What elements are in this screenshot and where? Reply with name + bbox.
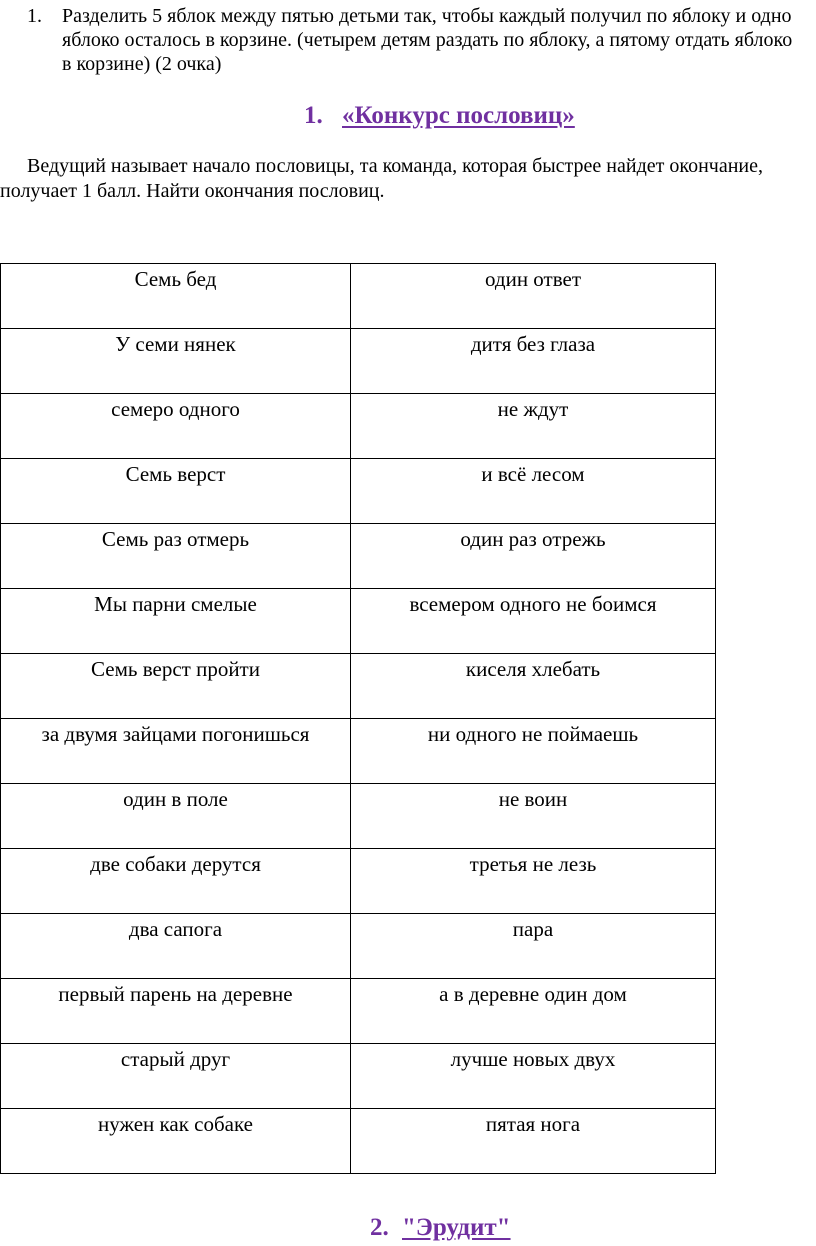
proverb-start-cell: Мы парни смелые (1, 589, 351, 654)
table-row (1, 1044, 716, 1109)
task-text: Разделить 5 яблок между пятью детьми так, чтобы каждый получил по яблоку и одно яблоко осталось в корзине. (четырем детям раздать по яблоку, а пятому отдать яблоко в корзине) (2 очка) (62, 5, 793, 75)
table-row (1, 654, 716, 719)
proverb-start-cell: два сапога (1, 914, 351, 979)
proverb-start-cell: один в поле (1, 784, 351, 849)
proverb-start-cell: первый парень на деревне (1, 979, 351, 1044)
proverb-end-cell: всемером одного не боимся (351, 589, 716, 654)
proverb-start-cell: Семь раз отмерь (1, 524, 351, 589)
table-row (1, 849, 716, 914)
section-number: 1. (304, 102, 323, 129)
section-heading-proverbs (304, 101, 575, 131)
section-number: 2. (370, 1214, 389, 1241)
table-row (1, 459, 716, 524)
proverbs-table (0, 263, 716, 1174)
section-title: "Эрудит" (402, 1214, 511, 1241)
proverb-start-cell: Семь бед (1, 264, 351, 329)
proverb-end-cell: один ответ (351, 264, 716, 329)
proverb-end-cell: один раз отрежь (351, 524, 716, 589)
proverb-start-cell: старый друг (1, 1044, 351, 1109)
proverb-end-cell: а в деревне один дом (351, 979, 716, 1044)
table-row (1, 524, 716, 589)
table-row (1, 264, 716, 329)
proverb-start-cell: У семи нянек (1, 329, 351, 394)
proverb-end-cell: лучше новых двух (351, 1044, 716, 1109)
proverb-start-cell: Семь верст (1, 459, 351, 524)
proverb-end-cell: пара (351, 914, 716, 979)
proverb-start-cell: две собаки дерутся (1, 849, 351, 914)
table-row (1, 1109, 716, 1174)
proverb-start-cell: семеро одного (1, 394, 351, 459)
proverb-start-cell: нужен как собаке (1, 1109, 351, 1174)
section-title: «Конкурс пословиц» (342, 102, 575, 129)
table-row (1, 979, 716, 1044)
table-row (1, 914, 716, 979)
table-row (1, 719, 716, 784)
proverb-end-cell: не ждут (351, 394, 716, 459)
proverb-end-cell: и всё лесом (351, 459, 716, 524)
proverb-end-cell: пятая нога (351, 1109, 716, 1174)
proverb-end-cell: дитя без глаза (351, 329, 716, 394)
intro-paragraph: Ведущий называет начало пословицы, та команда, которая быстрее найдет окончание, получает 1 балл. Найти окончания пословиц. (0, 155, 763, 202)
proverb-start-cell: за двумя зайцами погонишься (1, 719, 351, 784)
proverb-end-cell: третья не лезь (351, 849, 716, 914)
proverb-end-cell: ни одного не поймаешь (351, 719, 716, 784)
proverb-end-cell: киселя хлебать (351, 654, 716, 719)
task-number: 1. (27, 5, 42, 27)
proverb-end-cell: не воин (351, 784, 716, 849)
section-heading-erudite (370, 1213, 511, 1243)
table-row (1, 329, 716, 394)
table-row (1, 784, 716, 849)
table-row (1, 589, 716, 654)
proverb-start-cell: Семь верст пройти (1, 654, 351, 719)
table-row (1, 394, 716, 459)
